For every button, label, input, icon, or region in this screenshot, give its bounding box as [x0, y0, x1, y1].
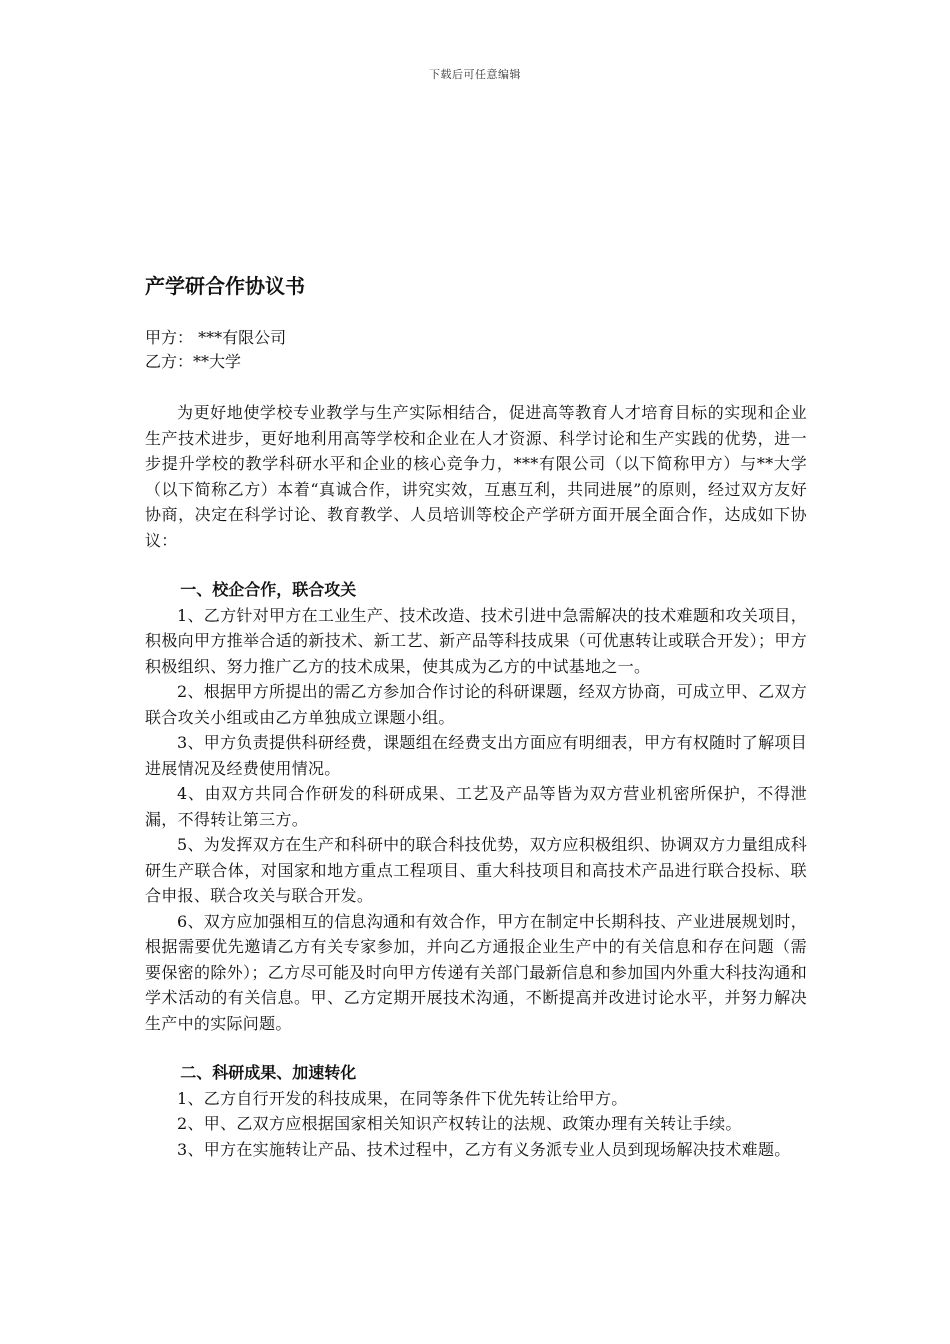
spacer — [145, 374, 807, 400]
clause-item: 1、乙方自行开发的科技成果，在同等条件下优先转让给甲方。 — [177, 1088, 628, 1108]
party-b-line: 乙方：**大学 — [145, 352, 242, 371]
intro-paragraph: 为更好地使学校专业教学与生产实际相结合，促进高等教育人才培育目标的实现和企业生产技术进步，更好地利用高等学校和企业在人才资源、科学讨论和生产实践的优势，进一步提升学校的教学科研水平和企业的核心竞争力，***有限公司（以下简称甲方）与**大学（以下简称乙方）本着“真诚合作，讲究实效，互惠互利，共同进展”的原则，经过双方友好协商，决定在科学讨论、教育教学、人员培训等校企产学研方面开展全面合作，达成如下协议： — [145, 403, 807, 550]
clause-item: 3、甲方负责提供科研经费，课题组在经费支出方面应有明细表，甲方有权随时了解项目进展情况及经费使用情况。 — [145, 733, 807, 778]
document-title: 产学研合作协议书 — [145, 274, 305, 298]
section-gap — [145, 553, 807, 577]
clause-item: 4、由双方共同合作研发的科研成果、工艺及产品等皆为双方营业机密所保护，不得泄漏，不得转让第三方。 — [145, 784, 807, 829]
document-body — [145, 272, 807, 1162]
clause-item: 6、双方应加强相互的信息沟通和有效合作，甲方在制定中长期科技、产业进展规划时，根据需要优先邀请乙方有关专家参加，并向乙方通报企业生产中的有关信息和存在问题（需要保密的除外）；乙方尽可能及时向甲方传递有关部门最新信息和参加国内外重大科技沟通和学术活动的有关信息。甲、乙方定期开展技术沟通，不断提高并改进讨论水平，并努力解决生产中的实际问题。 — [145, 911, 807, 1033]
section-2 — [145, 1060, 807, 1162]
section-1 — [145, 577, 807, 1036]
section-heading: 二、科研成果、加速转化 — [180, 1063, 357, 1082]
page-header-note: 下载后可任意编辑 — [429, 68, 521, 81]
section-gap — [145, 1036, 807, 1060]
clause-item: 1、乙方针对甲方在工业生产、技术改造、技术引进中急需解决的技术难题和攻关项目，积极向甲方推举合适的新技术、新工艺、新产品等科技成果（可优惠转让或联合开发）；甲方积极组织、努力推广乙方的技术成果，使其成为乙方的中试基地之一。 — [145, 605, 807, 676]
clause-item: 2、甲、乙双方应根据国家相关知识产权转让的法规、政策办理有关转让手续。 — [177, 1114, 742, 1133]
clause-item: 3、甲方在实施转让产品、技术过程中，乙方有义务派专业人员到现场解决技术难题。 — [177, 1139, 791, 1159]
clause-item: 5、为发挥双方在生产和科研中的联合科技优势，双方应积极组织、协调双方力量组成科研生产联合体，对国家和地方重点工程项目、重大科技项目和高技术产品进行联合投标、联合申报、联合攻关与联合开发。 — [145, 835, 807, 905]
clause-item: 2、根据甲方所提出的需乙方参加合作讨论的科研课题，经双方协商，可成立甲、乙双方联合攻关小组或由乙方单独成立课题小组。 — [145, 682, 807, 727]
section-heading: 一、校企合作，联合攻关 — [180, 580, 357, 599]
party-a-line: 甲方： ***有限公司 — [145, 328, 287, 347]
